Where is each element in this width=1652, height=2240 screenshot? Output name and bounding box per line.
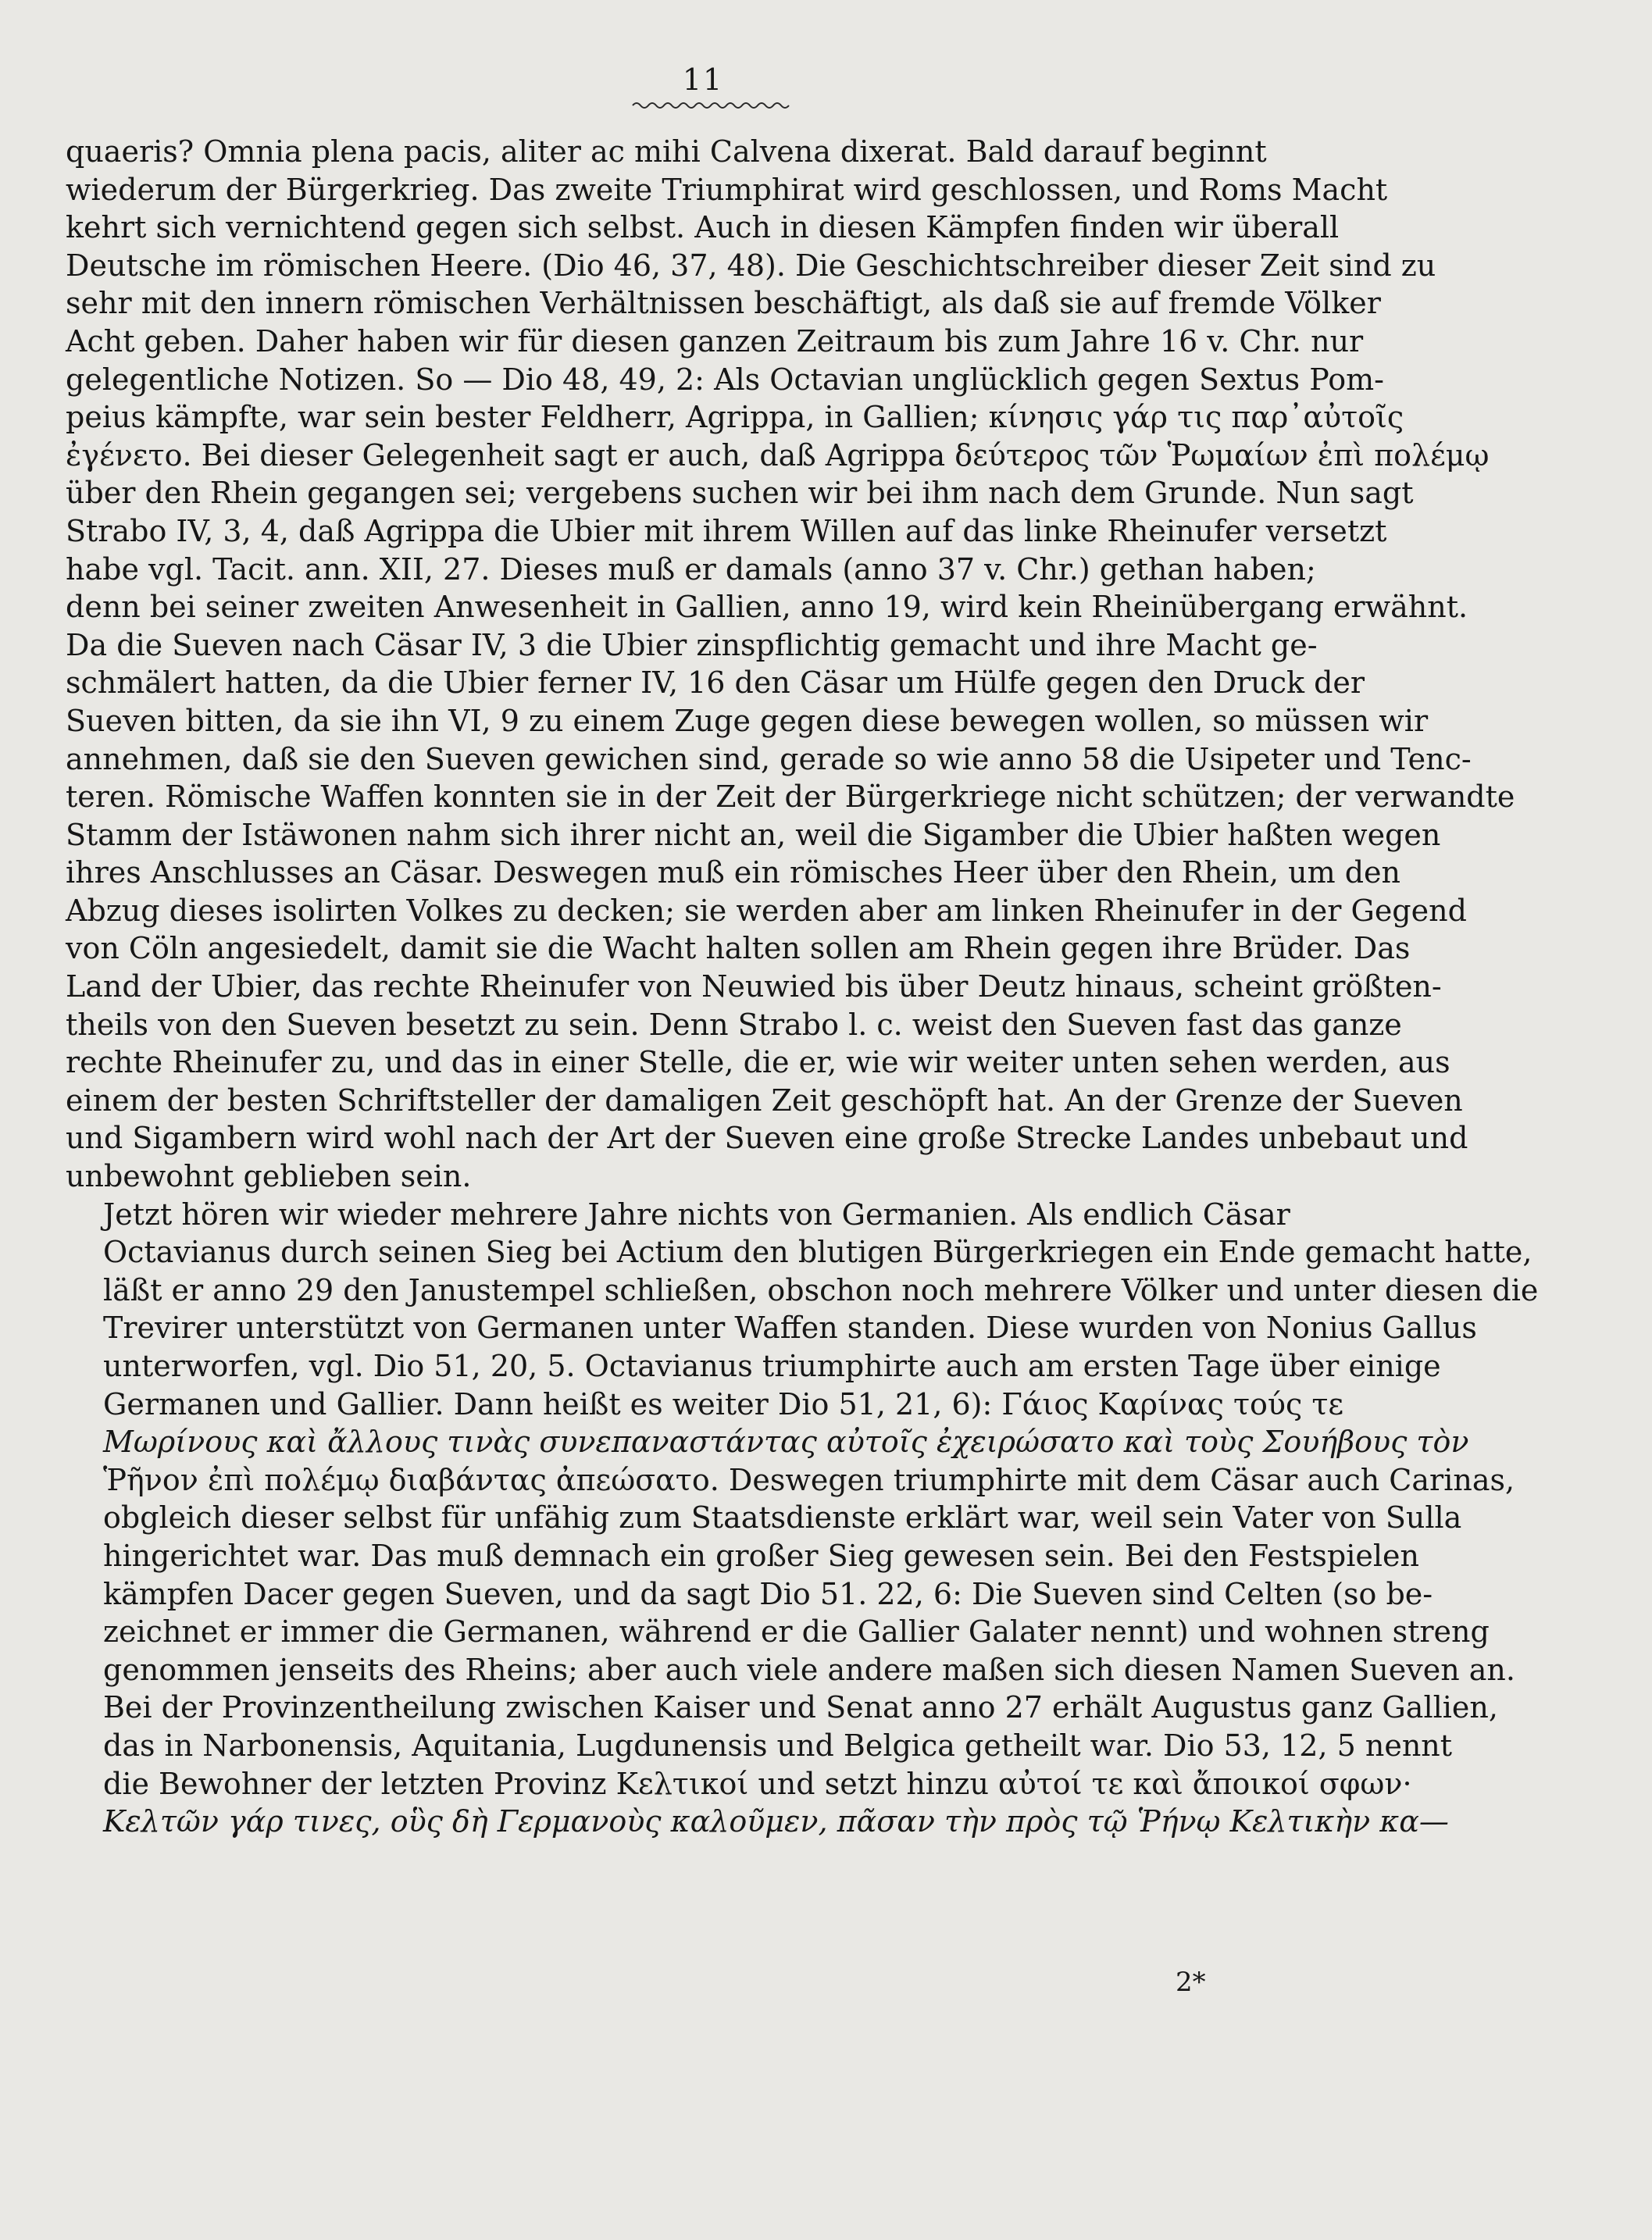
text-line: theils von den Sueven besetzt zu sein. Denn Strabo l. c. weist den Sueven fast das ganze	[66, 1007, 1402, 1042]
text-line: sehr mit den innern römischen Verhältnissen beschäftigt, als daß sie auf fremde Völker	[66, 286, 1381, 321]
text-line: wiederum der Bürgerkrieg. Das zweite Triumphirat wird geschlossen, und Roms Macht	[66, 172, 1388, 207]
text-line: hingerichtet war. Das muß demnach ein großer Sieg gewesen sein. Bei den Festspielen	[103, 1538, 1419, 1573]
text-line: von Cöln angesiedelt, damit sie die Wacht halten sollen am Rhein gegen ihre Brüder. Das	[66, 931, 1411, 966]
text-line: ἐγένετο. Bei dieser Gelegenheit sagt er auch, daß Agrippa δεύτερος τῶν Ῥωμαίων ἐπὶ πολέμῳ	[66, 437, 1490, 473]
text-line: annehmen, daß sie den Sueven gewichen sind, gerade so wie anno 58 die Usipeter und Tenc-	[66, 741, 1472, 776]
greek-text-line: Μωρίνους καὶ ἄλλους τινὰς συνεπαναστάντας αὐτοῖς ἐχειρώσατο καὶ τοὺς Σουήβους τὸν	[103, 1425, 1469, 1460]
text-line: über den Rhein gegangen sei; vergebens suchen wir bei ihm nach dem Grunde. Nun sagt	[66, 476, 1414, 511]
text-line: ihres Anschlusses an Cäsar. Deswegen muß ein römisches Heer über den Rhein, um den	[66, 855, 1401, 890]
text-line: schmälert hatten, da die Ubier ferner IV, 16 den Cäsar um Hülfe gegen den Druck der	[66, 665, 1365, 701]
text-line: rechte Rheinufer zu, und das in einer Stelle, die er, wie wir weiter unten sehen werden, aus	[66, 1045, 1450, 1080]
text-line: Da die Sueven nach Cäsar IV, 3 die Ubier zinspflichtig gemacht und ihre Macht ge-	[66, 627, 1318, 662]
body-text	[66, 133, 1539, 1841]
text-line: obgleich dieser selbst für unfähig zum Staatsdienste erklärt war, weil sein Vater von Sulla	[103, 1500, 1462, 1536]
text-line: einem der besten Schriftsteller der damaligen Zeit geschöpft hat. An der Grenze der Sueven	[66, 1083, 1463, 1118]
text-line: Octavianus durch seinen Sieg bei Actium den blutigen Bürgerkriegen ein Ende gemacht hatte,	[103, 1235, 1532, 1270]
text-line: kämpfen Dacer gegen Sueven, und da sagt Dio 51. 22, 6: Die Sueven sind Celten (so be-	[103, 1576, 1433, 1611]
text-line: unbewohnt geblieben sein.	[66, 1159, 472, 1194]
text-line: genommen jenseits des Rheins; aber auch viele andere maßen sich diesen Namen Sueven an.	[103, 1652, 1515, 1687]
paragraph-2	[66, 1196, 1539, 1841]
text-line: Bei der Provinzentheilung zwischen Kaiser und Senat anno 27 erhält Augustus ganz Gallien,	[103, 1690, 1498, 1725]
text-line: Trevirer unterstützt von Germanen unter Waffen standen. Diese wurden von Nonius Gallus	[103, 1311, 1477, 1346]
text-line: Strabo IV, 3, 4, daß Agrippa die Ubier mit ihrem Willen auf das linke Rheinufer versetzt	[66, 513, 1387, 548]
text-line: und Sigambern wird wohl nach der Art der Sueven eine große Strecke Landes unbebaut und	[66, 1121, 1468, 1156]
text-line: gelegentliche Notizen. So — Dio 48, 49, 2: Als Octavian unglücklich gegen Sextus Pom-	[66, 362, 1385, 397]
page-number: 11	[682, 62, 724, 97]
text-line: teren. Römische Waffen konnten sie in der Zeit der Bürgerkriege nicht schützen; der verwandte	[66, 779, 1515, 815]
signature-mark: 2*	[1176, 1967, 1206, 1998]
text-line: peius kämpfte, war sein bester Feldherr, Agrippa, in Gallien; κίνησις γάρ τις παρ᾽αὐτοῖς	[66, 400, 1404, 435]
text-line: denn bei seiner zweiten Anwesenheit in Gallien, anno 19, wird kein Rheinübergang erwähnt.	[66, 590, 1468, 625]
text-line: Jetzt hören wir wieder mehrere Jahre nichts von Germanien. Als endlich Cäsar	[103, 1197, 1290, 1232]
text-line: habe vgl. Tacit. ann. XII, 27. Dieses muß er damals (anno 37 v. Chr.) gethan haben;	[66, 551, 1316, 587]
text-line: Sueven bitten, da sie ihn VI, 9 zu einem Zuge gegen diese bewegen wollen, so müssen wir	[66, 703, 1429, 738]
text-line: quaeris? Omnia plena pacis, aliter ac mihi Calvena dixerat. Bald darauf beginnt	[66, 134, 1267, 169]
text-line: unterworfen, vgl. Dio 51, 20, 5. Octavianus triumphirte auch am ersten Tage über einige	[103, 1349, 1441, 1383]
wavy-rule-ornament	[633, 100, 789, 111]
text-line: läßt er anno 29 den Janustempel schließen, obschon noch mehrere Völker und unter diesen die	[103, 1272, 1539, 1307]
text-line: Ῥῆνον ἐπὶ πολέμῳ διαβάντας ἀπεώσατο. Deswegen triumphirte mit dem Cäsar auch Carinas,	[103, 1462, 1515, 1497]
text-line: Germanen und Gallier. Dann heißt es weiter Dio 51, 21, 6): Γάιος Καρίνας τούς τε	[103, 1386, 1344, 1421]
text-line: das in Narbonensis, Aquitania, Lugdunensis und Belgica getheilt war. Dio 53, 12, 5 nennt	[103, 1728, 1453, 1763]
text-line: kehrt sich vernichtend gegen sich selbst. Auch in diesen Kämpfen finden wir überall	[66, 210, 1340, 245]
text-line: Deutsche im römischen Heere. (Dio 46, 37, 48). Die Geschichtschreiber dieser Zeit sind zu	[66, 248, 1436, 283]
text-line: Acht geben. Daher haben wir für diesen ganzen Zeitraum bis zum Jahre 16 v. Chr. nur	[66, 323, 1364, 358]
text-line: Abzug dieses isolirten Volkes zu decken; sie werden aber am linken Rheinufer in der Gegend	[66, 893, 1467, 928]
greek-text-line: Κελτῶν γάρ τινες, οὓς δὴ Γερμανοὺς καλοῦμεν, πᾶσαν τὴν πρὸς τῷ Ῥήνῳ Κελτικὴν κα—	[103, 1804, 1449, 1839]
text-line: Land der Ubier, das rechte Rheinufer von Neuwied bis über Deutz hinaus, scheint größten-	[66, 969, 1442, 1004]
paragraph-1	[66, 133, 1515, 1196]
text-line: Stamm der Istäwonen nahm sich ihrer nicht an, weil die Sigamber die Ubier haßten wegen	[66, 817, 1441, 852]
text-line: zeichnet er immer die Germanen, während er die Gallier Galater nennt) und wohnen streng	[103, 1614, 1490, 1650]
text-line: die Bewohner der letzten Provinz Κελτικοί und setzt hinzu αὐτοί τε καὶ ἄποικοί σφων·	[103, 1766, 1412, 1801]
